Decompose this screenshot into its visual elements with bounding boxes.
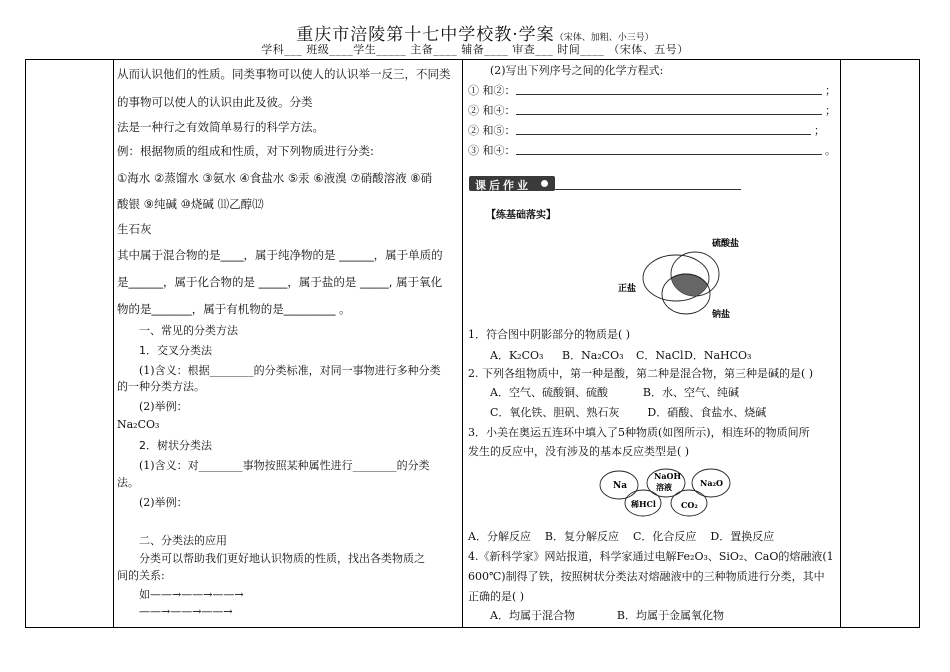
question-4: 4.《新科学家》网站报道，科学家通过电解Fe₂O₃、SiO₂、CaO的熔融液(1 [468,550,834,563]
lesson-table [25,59,920,628]
equation-label: ① 和②： [468,84,516,97]
q1-option-d: D．NaHCO₃ [684,349,752,362]
venn-label-a: 硫酸盐 [712,239,740,249]
cross-definition-cont: 的一种分类方法。 [117,380,205,393]
left-text-line: 的事物可以使人的认识由此及彼。分类 [117,95,313,109]
left-text-line: 物的是_______，属于有机物的是_________ 。 [117,302,351,316]
question-3: 3．小美在奥运五连环中填入了5种物质(如图所示)，相连环的物质间所 [468,426,810,439]
application-text: 分类可以帮助我们更好地认识物质的性质，找出各类物质之 [139,552,425,565]
ring-label-hcl: 稀HCl [631,499,656,509]
q1-option-c: C．NaCl [636,349,684,362]
question-1: 1．符合图中阴影部分的物质是( ) [468,328,631,341]
ring-label-naoh-solution: 溶液 [656,482,672,492]
answer-line [516,134,811,135]
question-3-cont: 发生的反应中，没有涉及的基本反应类型是( ) [468,445,690,458]
equation-end: ； [814,124,825,137]
section1-title: 一、常见的分类方法 [139,324,238,337]
equation-end: ； [825,104,836,117]
right-column [464,60,838,627]
title-text: 重庆市涪陵第十七中学校教·学案 [296,25,555,45]
bullet-icon [541,180,548,187]
cross-title: 1．交叉分类法 [139,344,212,357]
equation-end: ； [825,84,836,97]
tree-definition: (1)含义：对________事物按照某种属性进行________的分类 [139,459,430,472]
flow-line-1: 如——→——→——→ [139,588,244,601]
left-text-line: 法是一种行之有效简单易行的科学方法。 [117,120,324,134]
cross-example-formula: Na₂CO₃ [117,418,160,431]
question-4-cont: 600℃)制得了铁，按照树状分类法对熔融液中的三种物质进行分类，其中 [468,570,825,583]
equation-label: ③ 和④： [468,144,516,157]
cross-example-label: (2)举例： [139,400,188,413]
question-4-cont2: 正确的是( ) [468,590,525,603]
cross-definition: (1)含义：根据________的分类标准，对同一事物进行多种分类 [139,364,441,377]
tree-definition-cont: 法。 [117,476,139,489]
equation-label: ② 和④： [468,104,516,117]
equation-end: 。 [825,144,836,157]
equation-title: (2)写出下列序号之间的化学方程式: [490,64,664,77]
left-text-line: 酸银 ⑨纯碱 ⑩烧碱 ⑾乙醇⑿ [117,197,264,211]
q3-options: A．分解反应 B．复分解反应 C．化合反应 D．置换反应 [468,530,775,543]
ring-label-na: Na [613,481,628,491]
left-text-line: 从而认识他们的性质。同类事物可以使人的认识举一反三，不同类 [117,67,451,81]
answer-line [516,154,822,155]
meta-line: 学科___ 班级____学生_____ 主备____ 辅备____ 审查___ 时间____ （宋体、五号） [261,43,689,56]
ring-label-naoh: NaOH [654,471,682,481]
left-text-line: 例：根据物质的组成和性质，对下列物质进行分类: [117,144,374,158]
homework-banner [469,176,741,191]
q1-option-b: B．Na₂CO₃ [562,349,624,362]
venn-label-c: 钠盐 [712,310,731,320]
tree-title: 2．树状分类法 [139,439,212,452]
flow-line-2: ——→——→——→ [139,605,233,618]
q1-option-a: A．K₂CO₃ [490,349,544,362]
tree-example-label: (2)举例： [139,496,188,509]
q2-options-2: C．氧化铁、胆矾、熟石灰 D．硝酸、食盐水、烧碱 [490,406,767,419]
title-note: （宋体、加粗、小三号） [554,33,654,43]
homework-label: 课后作业 [475,179,531,192]
venn-label-b: 正盐 [618,284,637,294]
answer-line [516,114,822,115]
question-2: 2. 下列各组物质中，第一种是酸，第二种是混合物，第三种是碱的是( ) [468,367,814,380]
left-text-line: ①海水 ②蒸馏水 ③氨水 ④食盐水 ⑤汞 ⑥液溴 ⑦硝酸溶液 ⑧硝 [117,171,433,185]
answer-line [516,94,822,95]
col-divider-3 [840,60,841,627]
section2-title: 二、分类法的应用 [139,534,227,547]
col-divider-2 [462,60,463,627]
q4-options: A．均属于混合物 B．均属于金属氧化物 [490,609,724,622]
ring-label-na2o: Na₂O [700,478,723,488]
homework-rule [555,189,741,190]
olympic-rings-diagram [594,463,734,521]
equation-label: ② 和⑤： [468,124,516,137]
venn-diagram [604,236,774,322]
left-text-line: 其中属于混合物的是____，属于纯净物的是 ______，属于单质的 [117,248,443,262]
practice-label: 【练基础落实】 [486,210,556,221]
q2-options-1: A．空气、硫酸铜、硫酸 B．水、空气、纯碱 [490,386,739,399]
left-text-line: 是______，属于化合物的是 _____，属于盐的是 _____, 属于氧化 [117,275,443,289]
application-text-cont: 间的关系: [117,569,165,582]
col-divider-1 [113,60,114,627]
ring-label-co2: CO₂ [681,500,698,510]
left-text-line: 生石灰 [117,222,152,236]
